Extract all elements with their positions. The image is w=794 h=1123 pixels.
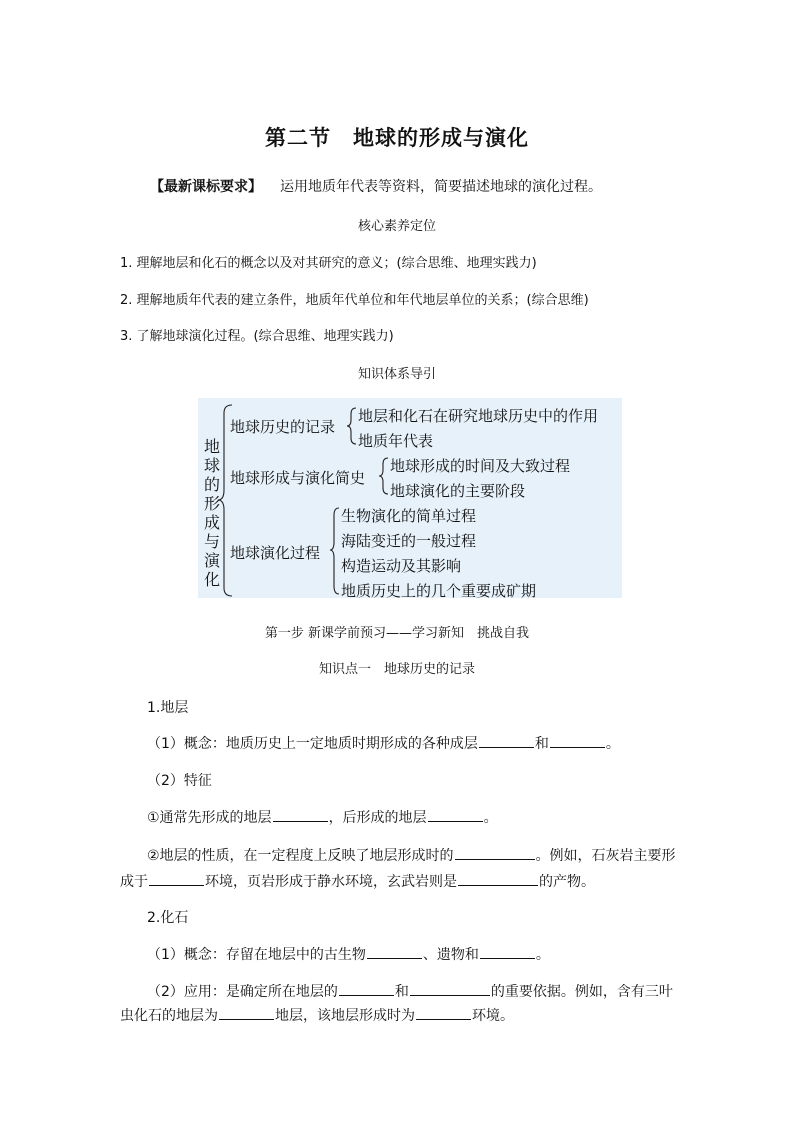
mindmap-branch-2: 地球形成与演化简史 [230,469,366,487]
step-heading: 第一步 新课学前预习——学习新知 挑战自我 [264,626,530,641]
text: 和 [394,984,409,1000]
mindmap-root-char: 成 [204,513,221,532]
mindmap-root-char: 球 [204,456,221,475]
fill-blank[interactable] [149,871,204,886]
section-fossil-heading: 2.化石 [147,910,189,926]
text: （1）概念：存留在地层中的古生物 [147,947,366,963]
fossil-concept-line [147,944,550,964]
text: （2）应用：是确定所在地层的 [147,984,338,1000]
fill-blank[interactable] [458,871,538,886]
mindmap-branch-1: 地球历史的记录 [230,418,336,436]
text: 虫化石的地层为 [120,1008,218,1024]
branch-2-brace [379,458,388,494]
stratum-feature-line-1 [147,807,498,827]
requirement-label: 【最新课标要求】 [150,179,262,195]
fill-blank[interactable] [550,733,605,748]
stratum-feature-heading: （2）特征 [147,773,212,789]
mindmap-leaf: 地质年代表 [358,432,434,450]
text: 环境。 [472,1008,514,1024]
mindmap-leaf: 构造运动及其影响 [341,557,462,575]
fill-blank[interactable] [416,1005,471,1020]
text: ②地层的性质，在一定程度上反映了地层形成时的 [147,848,454,864]
text: 的产物。 [539,874,595,890]
fill-blank[interactable] [410,981,490,996]
stratum-feature-line-3 [120,871,595,891]
text: 。 [535,947,550,963]
fill-blank[interactable] [480,944,535,959]
core-literacy-heading: 核心素养定位 [357,219,436,234]
mindmap-root-char: 地 [204,437,221,456]
mindmap-root-char: 化 [204,570,221,589]
fill-blank[interactable] [339,981,394,996]
fill-blank[interactable] [273,807,328,822]
knowledge-point-heading: 知识点一 地球历史的记录 [318,662,475,677]
stratum-concept-line [147,733,620,753]
text: 的重要依据。例如，含有三叶 [490,984,673,1000]
text: 。例如，石灰岩主要形 [535,848,676,864]
branch-1-brace [347,408,356,444]
fill-blank[interactable] [428,807,483,822]
text: 。 [605,736,620,752]
text: 、遗物和 [422,947,479,963]
text: 环境，页岩形成于静水环境，玄武岩则是 [205,874,457,890]
fill-blank[interactable] [219,1005,274,1020]
core-item-1: 1. 理解地层和化石的概念以及对其研究的意义；(综合思维、地理实践力) [120,256,537,271]
mindmap-leaf: 海陆变迁的一般过程 [341,532,477,550]
text: （1）概念：地质历史上一定地质时期形成的各种成层 [147,736,478,752]
text: 。 [483,810,498,826]
text: 地层，该地层形成时为 [275,1008,415,1024]
requirement-text: 运用地质年代表等资料，简要描述地球的演化过程。 [280,179,602,195]
text: 成于 [120,874,148,890]
text: ，后形成的地层 [328,810,427,826]
section-stratum-heading: 1.地层 [147,700,189,716]
core-item-3: 3. 了解地球演化过程。(综合思维、地理实践力) [120,329,394,344]
mindmap-leaf: 地层和化石在研究地球历史中的作用 [358,407,599,425]
mindmap-leaf: 地质历史上的几个重要成矿期 [341,582,537,600]
fossil-application-line-2 [120,1005,514,1025]
fill-blank[interactable] [455,845,535,860]
mindmap-root-char: 演 [204,551,221,570]
mindmap-root-char: 形 [204,494,221,513]
mindmap-leaf: 地球演化的主要阶段 [390,482,526,500]
text: 和 [534,736,549,752]
stratum-feature-line-2 [147,845,676,865]
mindmap-leaf: 地球形成的时间及大致过程 [390,457,571,475]
fill-blank[interactable] [479,733,534,748]
core-item-2: 2. 理解地质年代表的建立条件，地质年代单位和年代地层单位的关系；(综合思维) [120,293,589,308]
fill-blank[interactable] [367,944,422,959]
mindmap-leaf: 生物演化的简单过程 [341,507,477,525]
mindmap-branch-3: 地球演化过程 [230,544,321,562]
page-title: 第二节 地球的形成与演化 [265,125,529,150]
root-brace [218,405,232,596]
knowledge-guide-heading: 知识体系导引 [357,367,436,382]
text: ①通常先形成的地层 [147,810,272,826]
mindmap-root-char: 与 [204,532,221,551]
mindmap-root-char: 的 [204,475,221,494]
branch-3-brace [330,508,339,594]
fossil-application-line-1 [147,981,673,1001]
